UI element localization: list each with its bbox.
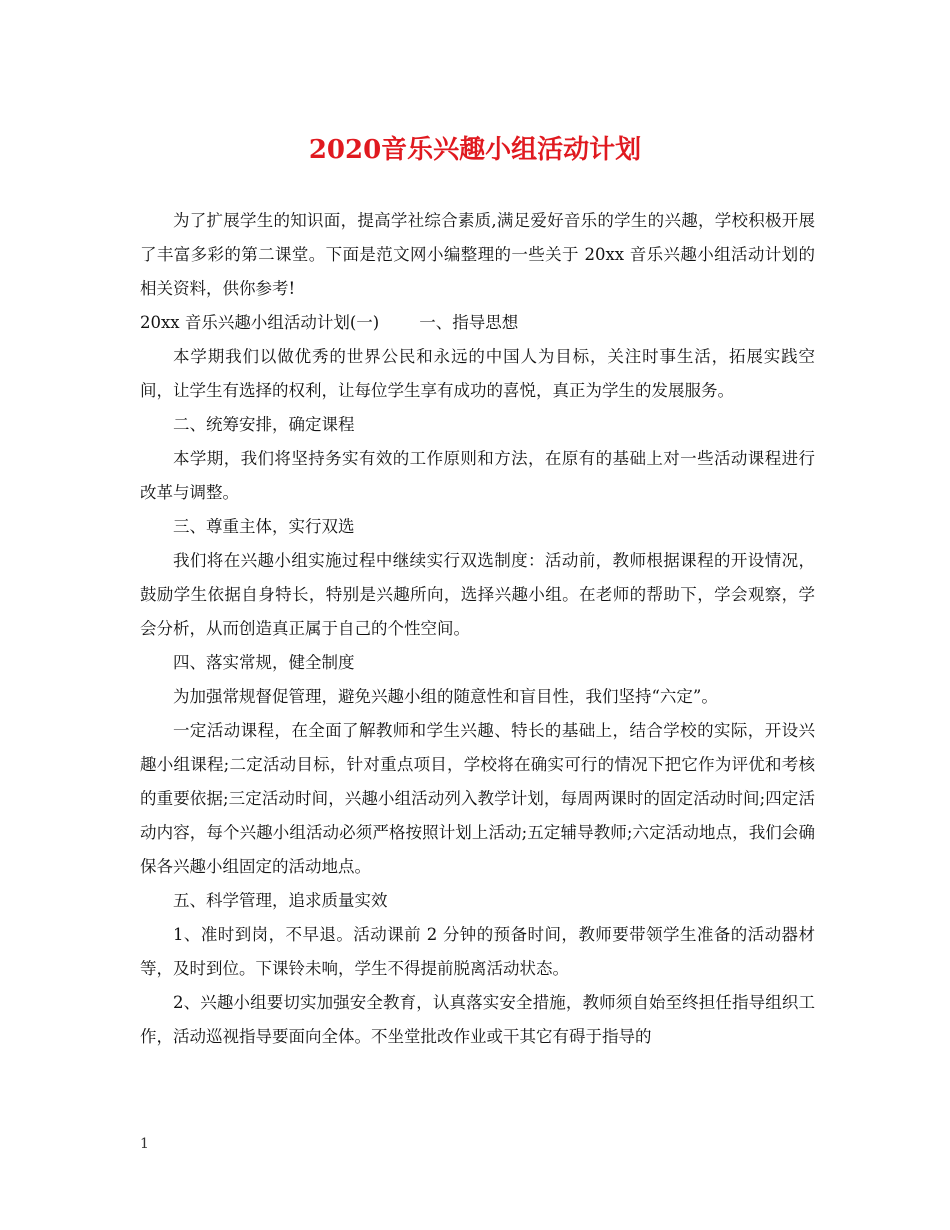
section4-body-1: 为加强常规督促管理，避免兴趣小组的随意性和盲目性，我们坚持“六定”。	[173, 687, 718, 706]
section5-item-1: 1、准时到岗，不早退。活动课前 2 分钟的预备时间，教师要带领学生准备的活动器材等，及时到位。下课铃未响，学生不得提前脱离活动状态。	[140, 925, 815, 978]
page-number: 1	[140, 1136, 149, 1152]
section5-heading: 五、科学管理，追求质量实效	[173, 891, 388, 910]
plan-heading-line	[140, 306, 815, 340]
plan-heading: 20xx 音乐兴趣小组活动计划(一)	[140, 313, 380, 332]
section2-heading: 二、统筹安排，确定课程	[173, 415, 355, 434]
section4-body-2: 一定活动课程，在全面了解教师和学生兴趣、特长的基础上，结合学校的实际，开设兴趣小组课程;二定活动目标，针对重点项目，学校将在确实可行的情况下把它作为评优和考核的重要依据;三定活动时间，兴趣小组活动列入教学计划，每周两课时的固定活动时间;四定活动内容，每个兴趣小组活动必须严格按照计划上活动;五定辅导教师;六定活动地点，我们会确保各兴趣小组固定的活动地点。	[140, 721, 815, 876]
section3-body: 我们将在兴趣小组实施过程中继续实行双选制度：活动前，教师根据课程的开设情况，鼓励学生依据自身特长，特别是兴趣所向，选择兴趣小组。在老师的帮助下，学会观察，学会分析，从而创造真正属于自己的个性空间。	[140, 551, 815, 638]
document-body	[140, 204, 815, 1054]
section3-heading: 三、尊重主体，实行双选	[173, 517, 355, 536]
section5-item-2: 2、兴趣小组要切实加强安全教育，认真落实安全措施，教师须自始至终担任指导组织工作，活动巡视指导要面向全体。不坐堂批改作业或干其它有碍于指导的	[140, 993, 815, 1046]
document-title: 2020音乐兴趣小组活动计划	[308, 135, 642, 165]
section4-heading: 四、落实常规，健全制度	[173, 653, 355, 672]
section1-body: 本学期我们以做优秀的世界公民和永远的中国人为目标，关注时事生活，拓展实践空间，让学生有选择的权利，让每位学生享有成功的喜悦，真正为学生的发展服务。	[140, 347, 815, 400]
section1-heading: 一、指导思想	[419, 313, 519, 332]
section2-body: 本学期，我们将坚持务实有效的工作原则和方法，在原有的基础上对一些活动课程进行改革与调整。	[140, 449, 815, 502]
intro-paragraph: 为了扩展学生的知识面，提高学社综合素质,满足爱好音乐的学生的兴趣，学校积极开展了丰富多彩的第二课堂。下面是范文网小编整理的一些关于 20xx 音乐兴趣小组活动计划的相关资料，供你参考!	[140, 211, 815, 298]
